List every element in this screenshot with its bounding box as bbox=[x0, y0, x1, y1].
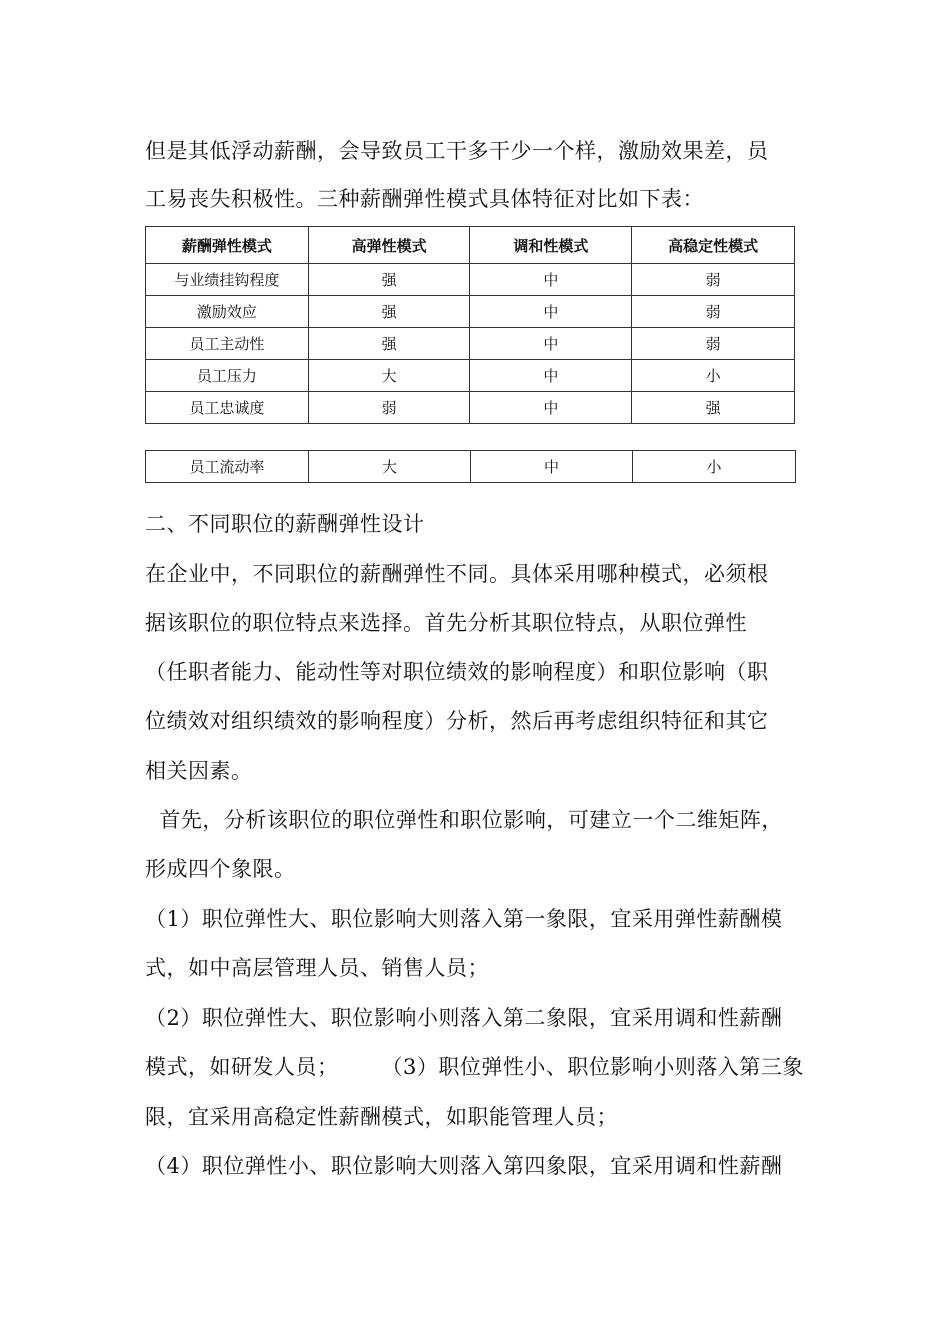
table-row bbox=[146, 360, 795, 392]
table-header-cell: 调和性模式 bbox=[470, 227, 632, 264]
table-cell: 弱 bbox=[308, 392, 470, 424]
paragraph-line: （4）职位弹性小、职位影响大则落入第四象限，宜采用调和性薪酬 bbox=[145, 1154, 783, 1178]
table-header-row bbox=[146, 227, 795, 264]
paragraph-line: （1）职位弹性大、职位影响大则落入第一象限，宜采用弹性薪酬模 bbox=[145, 907, 783, 931]
paragraph-line: 工易丧失积极性。三种薪酬弹性模式具体特征对比如下表： bbox=[145, 187, 704, 211]
table-cell: 中 bbox=[470, 296, 632, 328]
table-header-cell: 薪酬弹性模式 bbox=[146, 227, 309, 264]
table-cell: 员工主动性 bbox=[146, 328, 309, 360]
table-cell: 小 bbox=[632, 360, 795, 392]
table-cell: 中 bbox=[470, 392, 632, 424]
table-row bbox=[146, 328, 795, 360]
table-row bbox=[146, 451, 796, 483]
table-cell: 中 bbox=[470, 360, 632, 392]
table-cell: 中 bbox=[470, 328, 632, 360]
table-cell: 员工忠诚度 bbox=[146, 392, 309, 424]
table-cell: 弱 bbox=[632, 264, 795, 296]
table-cell: 中 bbox=[470, 264, 632, 296]
table-cell: 大 bbox=[308, 360, 470, 392]
section-heading: 二、不同职位的薪酬弹性设计 bbox=[145, 512, 425, 536]
table-row bbox=[146, 296, 795, 328]
table-cell: 弱 bbox=[632, 296, 795, 328]
table-cell: 大 bbox=[309, 451, 471, 483]
table-cell: 激励效应 bbox=[146, 296, 309, 328]
table-row bbox=[146, 392, 795, 424]
table-row bbox=[146, 264, 795, 296]
paragraph-line: 形成四个象限。 bbox=[145, 857, 296, 881]
paragraph-line: 相关因素。 bbox=[145, 759, 253, 783]
paragraph-line: 但是其低浮动薪酬，会导致员工干多干少一个样，激励效果差，员 bbox=[145, 139, 769, 163]
paragraph-line: （任职者能力、能动性等对职位绩效的影响程度）和职位影响（职 bbox=[145, 660, 769, 684]
table-cell: 强 bbox=[308, 264, 470, 296]
table-cell: 中 bbox=[471, 451, 633, 483]
table-cell: 弱 bbox=[632, 328, 795, 360]
table-cell: 小 bbox=[633, 451, 796, 483]
table-cell: 强 bbox=[308, 296, 470, 328]
table-cell: 与业绩挂钩程度 bbox=[146, 264, 309, 296]
paragraph-line: 限，宜采用高稳定性薪酬模式，如职能管理人员； bbox=[145, 1105, 618, 1129]
paragraph-line: 位绩效对组织绩效的影响程度）分析，然后再考虑组织特征和其它 bbox=[145, 709, 769, 733]
pay-elasticity-extra-row-table bbox=[145, 450, 796, 483]
table-cell: 员工压力 bbox=[146, 360, 309, 392]
table-cell: 员工流动率 bbox=[146, 451, 309, 483]
paragraph-line: 据该职位的职位特点来选择。首先分析其职位特点，从职位弹性 bbox=[145, 611, 747, 635]
table-cell: 强 bbox=[632, 392, 795, 424]
paragraph-line: 模式，如研发人员； （3）职位弹性小、职位影响小则落入第三象 bbox=[145, 1055, 804, 1079]
paragraph-line: 在企业中，不同职位的薪酬弹性不同。具体采用哪种模式，必须根 bbox=[145, 562, 769, 586]
table-header-cell: 高弹性模式 bbox=[308, 227, 470, 264]
table-cell: 强 bbox=[308, 328, 470, 360]
paragraph-line: 式，如中高层管理人员、销售人员； bbox=[145, 956, 489, 980]
paragraph-line: （2）职位弹性大、职位影响小则落入第二象限，宜采用调和性薪酬 bbox=[145, 1006, 783, 1030]
table-header-cell: 高稳定性模式 bbox=[632, 227, 795, 264]
paragraph-line: 首先，分析该职位的职位弹性和职位影响，可建立一个二维矩阵， bbox=[145, 808, 783, 832]
pay-elasticity-comparison-table bbox=[145, 226, 795, 424]
